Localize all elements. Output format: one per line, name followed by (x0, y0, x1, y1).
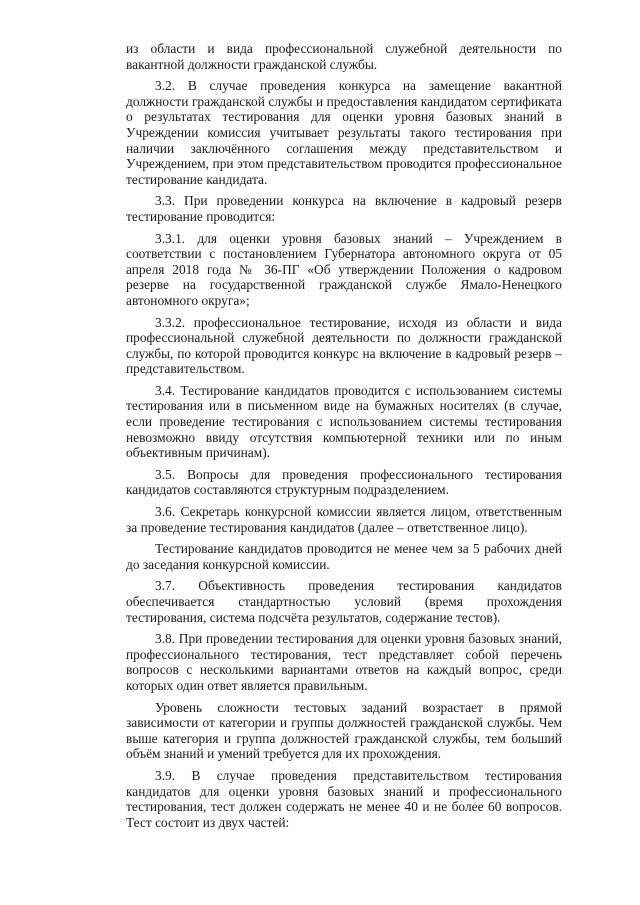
document-body (126, 41, 562, 836)
paragraph-3-8: 3.8. При проведении тестирования для оценки уровня базовых знаний, профессионального тестирования, тест представляет собой перечень вопросов с несколькими вариантами ответов на каждый вопрос, среди которых один ответ является правильным. (126, 631, 562, 693)
paragraph-3-9: 3.9. В случае проведения представительством тестирования кандидатов для оценки уровня базовых знаний и профессионального тестирования, тест должен содержать не менее 40 и не более 60 вопросов. Тест состоит из двух частей: (126, 767, 562, 830)
paragraph-3-8-note: Уровень сложности тестовых заданий возрастает в прямой зависимости от категории и группы должностей гражданской службы. Чем выше категория и группа должностей гражданской службы, тем больший объём знаний и умений требуется для их прохождения. (126, 699, 562, 762)
paragraph-3-7: 3.7. Объективность проведения тестирования кандидатов обеспечивается стандартностью условий (время прохождения тестирования, система подсчёта результатов, содержание тестов). (126, 578, 562, 625)
paragraph-continuation: из области и вида профессиональной служебной деятельности по вакантной должности гражданской службы. (126, 41, 562, 72)
paragraph-3-6: 3.6. Секретарь конкурсной комиссии является лицом, ответственным за проведение тестирования кандидатов (далее – ответственное лицо). (126, 504, 562, 535)
paragraph-3-3: 3.3. При проведении конкурса на включение в кадровый резерв тестирование проводится: (126, 193, 562, 224)
paragraph-3-6-note: Тестирование кандидатов проводится не менее чем за 5 рабочих дней до заседания конкурсной комиссии. (126, 541, 562, 572)
paragraph-3-3-1: 3.3.1. для оценки уровня базовых знаний – Учреждением в соответствии с постановлением Губернатора автономного округа от 05 апреля 2018 года № 36-ПГ «Об утверждении Положения о кадровом резерве на государственной гражданской службе Ямало-Ненецкого автономного округа»; (126, 230, 562, 308)
paragraph-3-2: 3.2. В случае проведения конкурса на замещение вакантной должности гражданской службы и предоставления кандидатом сертификата о результатах тестирования для оценки уровня базовых знаний в Учреждении комиссия учитывает результаты такого тестирования при наличии заключённого соглашения между представительством и Учреждением, при этом представительством проводится профессиональное тестирование кандидата. (126, 78, 562, 187)
paragraph-3-4: 3.4. Тестирование кандидатов проводится с использованием системы тестирования или в письменном виде на бумажных носителях (в случае, если проведение тестирования с использованием системы тестирования невозможно ввиду отсутствия компьютерной техники или по иным объективным причинам). (126, 382, 562, 461)
paragraph-3-5: 3.5. Вопросы для проведения профессионального тестирования кандидатов составляются структурным подразделением. (126, 466, 562, 498)
paragraph-3-3-2: 3.3.2. профессиональное тестирование, исходя из области и вида профессиональной служебной деятельности по должности гражданской службы, по которой проводится конкурс на включение в кадровый резерв – представительством. (126, 314, 562, 377)
